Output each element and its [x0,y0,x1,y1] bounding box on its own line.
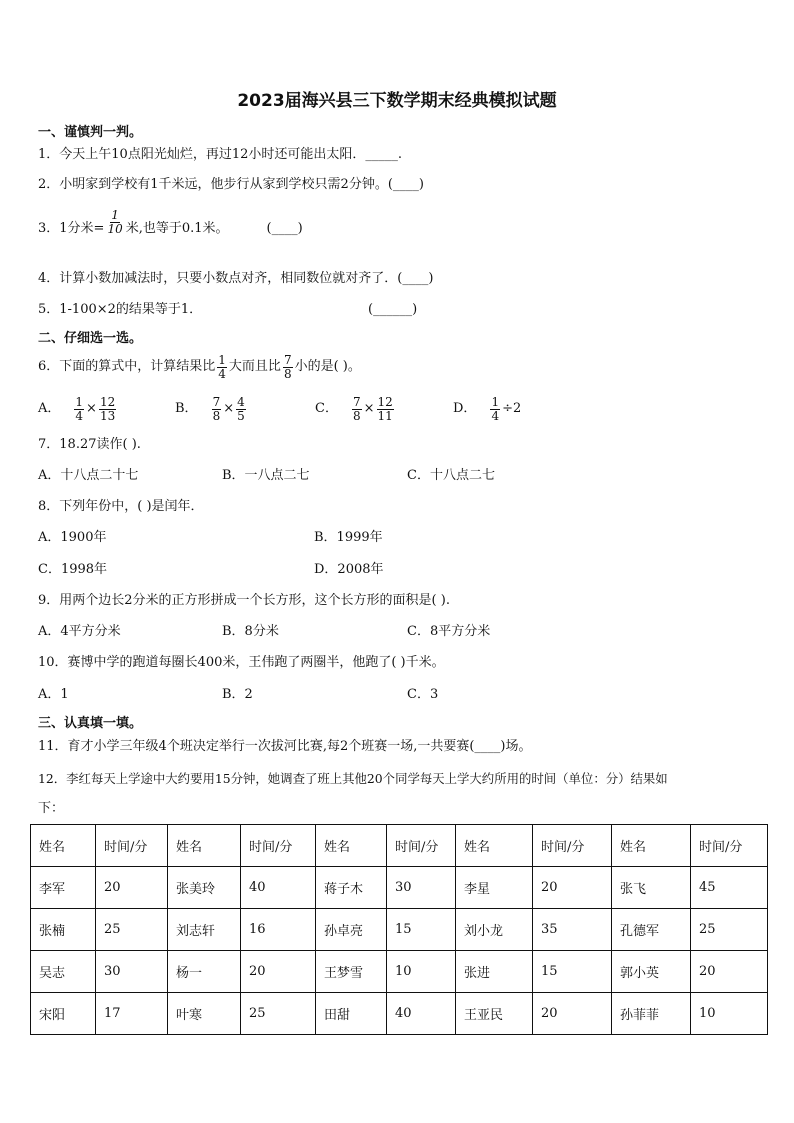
student-name-cell: 杨一 [168,951,241,993]
student-name-cell: 田甜 [316,993,387,1035]
fraction-seven-eighths [283,354,293,381]
student-name-cell: 李军 [31,867,96,909]
time-minutes-cell: 20 [96,867,168,909]
student-name-cell: 张楠 [31,909,96,951]
question-6-mid: 大而且比 [228,359,281,374]
time-minutes-cell: 40 [387,993,456,1035]
question-2: 2．小明家到学校有1千米远，他步行从家到学校只需2分钟。(____) [38,177,424,192]
fraction-numerator: 1 [491,394,500,409]
fraction-denominator: 8 [352,408,361,423]
time-minutes-cell: 15 [533,951,612,993]
section-heading-choose: 二、仔细选一选。 [38,331,143,346]
student-name-cell: 张美玲 [168,867,241,909]
table-header-cell: 姓名 [168,825,241,867]
question-9-option-b: B．8分米 [222,624,279,639]
fraction-denominator: 13 [99,408,116,423]
time-minutes-cell: 20 [241,951,316,993]
fraction-denominator: 4 [218,366,226,381]
fraction-denominator: 11 [377,408,393,423]
table-row [31,951,768,993]
question-6-option-b [175,389,248,429]
time-minutes-cell: 15 [387,909,456,951]
table-header-cell: 时间/分 [691,825,768,867]
student-name-cell: 叶寒 [168,993,241,1035]
question-6 [38,346,361,388]
fraction-numerator: 12 [377,394,393,409]
table-header-cell: 时间/分 [241,825,316,867]
time-minutes-cell: 45 [691,867,768,909]
question-7-option-a: A．十八点二十七 [38,468,139,483]
fraction [236,396,246,423]
option-label: D． [453,401,477,416]
question-3 [38,208,303,242]
student-name-cell: 王亚民 [456,993,533,1035]
table-header-cell: 时间/分 [96,825,168,867]
option-label: C． [315,401,338,416]
student-name-cell: 郭小英 [612,951,691,993]
time-minutes-cell: 25 [241,993,316,1035]
student-name-cell: 张飞 [612,867,691,909]
question-3-blank: (____) [266,220,303,236]
time-minutes-cell: 25 [96,909,168,951]
table-row [31,867,768,909]
fraction-denominator: 5 [237,408,245,423]
time-minutes-cell: 35 [533,909,612,951]
table-header-cell: 时间/分 [387,825,456,867]
question-5-blank: (______) [368,302,418,317]
fraction-denominator: 8 [212,408,221,423]
question-1: 1．今天上午10点阳光灿烂，再过12小时还可能出太阳．_____. [38,147,402,162]
time-minutes-cell: 20 [533,993,612,1035]
question-6-pre: 6．下面的算式中，计算结果比 [38,359,216,374]
question-3-pre: 3．1分米= [38,220,105,236]
table-row [31,909,768,951]
question-10: 10．赛博中学的跑道每圈长400米，王伟跑了两圈半，他跑了( )千米。 [38,655,445,670]
table-body [31,825,768,1035]
question-12-continued: 下： [38,801,65,816]
page-title: 2023届海兴县三下数学期末经典模拟试题 [237,91,557,111]
time-minutes-cell: 17 [96,993,168,1035]
fraction-numerator: 1 [218,352,226,367]
table-row [31,993,768,1035]
student-name-cell: 蒋子木 [316,867,387,909]
student-name-cell: 孙菲菲 [612,993,691,1035]
fraction-one-quarter [217,354,227,381]
table-header-row [31,825,768,867]
question-6-option-c [315,389,396,429]
student-name-cell: 王梦雪 [316,951,387,993]
student-name-cell: 孔德军 [612,909,691,951]
student-name-cell: 吴志 [31,951,96,993]
fraction [74,396,84,423]
question-6-option-a [38,389,118,429]
student-name-cell: 刘小龙 [456,909,533,951]
student-name-cell: 孙卓亮 [316,909,387,951]
fraction-numerator: 4 [237,394,245,409]
fraction [99,396,116,423]
fraction-denominator: 8 [283,366,292,381]
fraction [352,396,362,423]
table-header-cell: 姓名 [456,825,533,867]
time-minutes-cell: 16 [241,909,316,951]
question-6-post: 小的是( )。 [294,359,361,374]
time-minutes-cell: 10 [691,993,768,1035]
question-4: 4．计算小数加减法时，只要小数点对齐，相同数位就对齐了．(____) [38,271,434,286]
question-8-option-b: B．1999年 [314,530,383,545]
question-7-option-b: B．一八点二七 [222,468,310,483]
time-minutes-cell: 30 [387,867,456,909]
question-6-option-d [453,389,521,429]
fraction-numerator: 7 [283,352,292,367]
fraction-numerator: 1 [75,394,84,409]
fraction [490,396,500,423]
question-8: 8．下列年份中，( )是闰年． [38,499,204,514]
fraction-numerator: 12 [99,394,116,409]
question-8-option-d: D．2008年 [314,562,384,577]
table-header-cell: 姓名 [31,825,96,867]
question-9: 9．用两个边长2分米的正方形拼成一个长方形，这个长方形的面积是( ). [38,593,450,608]
time-minutes-cell: 30 [96,951,168,993]
time-minutes-cell: 20 [533,867,612,909]
fraction-numerator: 7 [352,394,361,409]
section-heading-fill: 三、认真填一填。 [38,716,143,731]
fraction-denominator: 10 [107,222,123,236]
section-heading-judge: 一、谨慎判一判。 [38,125,143,140]
question-7: 7．18.27读作( ). [38,437,141,452]
table-header-cell: 姓名 [612,825,691,867]
student-name-cell: 刘志轩 [168,909,241,951]
fraction [212,396,222,423]
question-8-option-a: A．1900年 [38,530,107,545]
question-10-option-b: B．2 [222,687,253,702]
option-label: A． [38,401,61,416]
question-9-option-c: C．8平方分米 [407,624,491,639]
student-name-cell: 张进 [456,951,533,993]
question-3-fraction [106,209,123,236]
operator: ÷2 [502,401,522,416]
question-8-option-c: C．1998年 [38,562,108,577]
question-3-post: 米,也等于0.1米。 [125,220,229,236]
question-11: 11．育才小学三年级4个班决定举行一次拔河比赛,每2个班赛一场,一共要赛(____)场。 [38,739,532,754]
question-5: 5．1-100×2的结果等于1． [38,302,203,317]
time-minutes-cell: 10 [387,951,456,993]
travel-time-table [30,824,768,1035]
operator: × [86,401,97,416]
option-label: B． [175,401,198,416]
student-name-cell: 李星 [456,867,533,909]
fraction-denominator: 4 [75,408,84,423]
table-header-cell: 姓名 [316,825,387,867]
fraction-numerator: 1 [111,208,119,222]
question-9-option-a: A．4平方分米 [38,624,121,639]
time-minutes-cell: 20 [691,951,768,993]
time-minutes-cell: 40 [241,867,316,909]
operator: × [363,401,375,416]
question-12: 12．李红每天上学途中大约要用15分钟，她调查了班上其他20个同学每天上学大约所用的时间（单位：分）结果如 [38,771,668,786]
question-7-option-c: C．十八点二七 [407,468,495,483]
fraction [377,396,394,423]
question-10-option-a: A．1 [38,687,69,702]
table-header-cell: 时间/分 [533,825,612,867]
student-name-cell: 宋阳 [31,993,96,1035]
fraction-numerator: 7 [212,394,221,409]
question-10-option-c: C．3 [407,687,439,702]
operator: × [223,401,235,416]
fraction-denominator: 4 [491,408,500,423]
time-minutes-cell: 25 [691,909,768,951]
